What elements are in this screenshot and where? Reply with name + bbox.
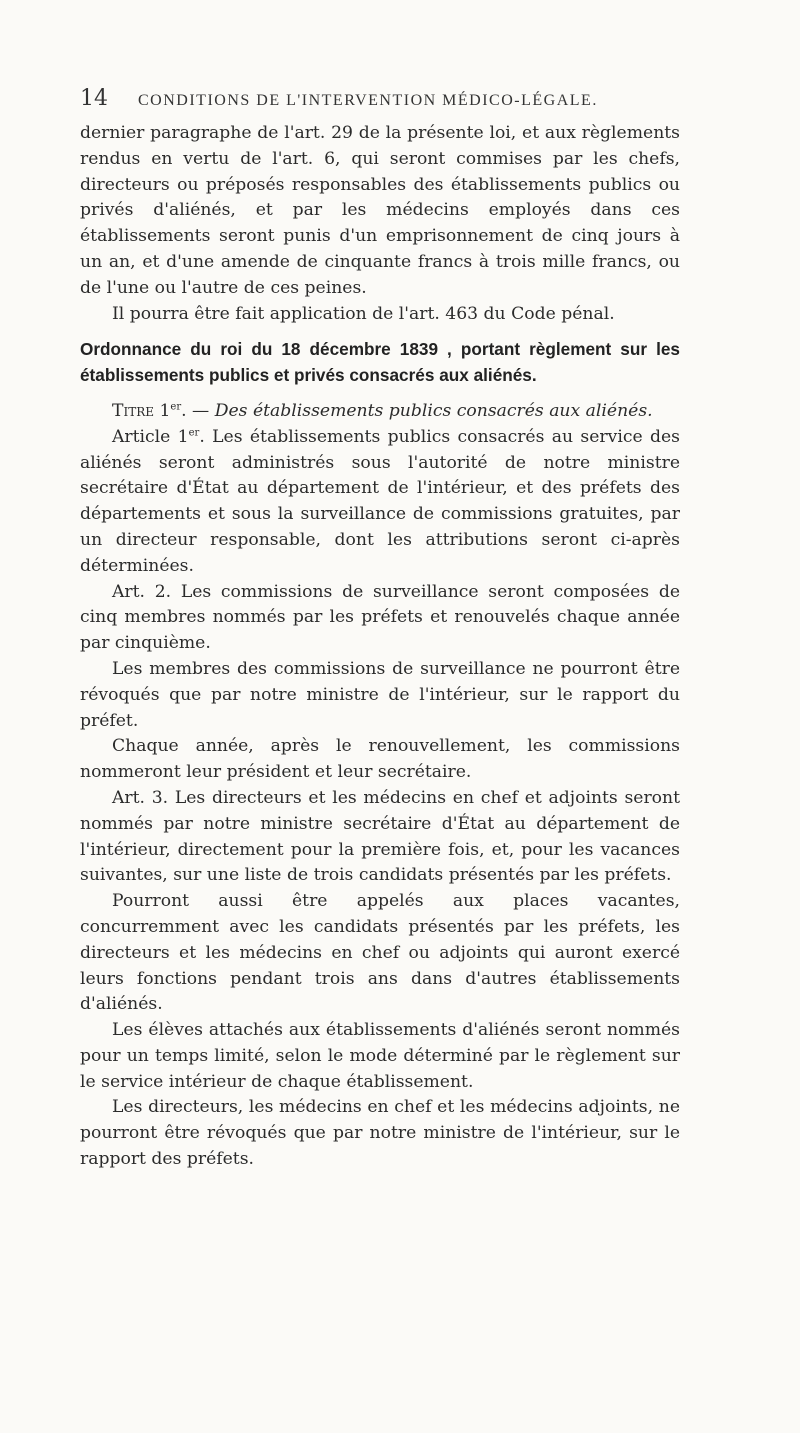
title-label: Titre [112,400,155,421]
article-2-annual: Chaque année, après le renouvellement, les commissions nommeront leur président et leur secrétaire. [80,736,680,783]
article-1-text: . Les établissements publics consacrés au service des aliénés seront administrés sous l'autorité de notre ministre secrétaire d'État au département de l'intérieur, et des préfets des départements et sous la surveillance de commissions gratuites, par un directeur responsable, dont les attributions seront ci-après déterminées. [80,426,680,576]
title-superscript: er [170,401,182,413]
article-1 [80,425,680,580]
title-text: Des établissements publics consacrés aux aliénés. [214,400,653,421]
ordinance-heading: Ordonnance du roi du 18 décembre 1839 , portant règlement sur les établissements publics et privés consacrés aux aliénés. [80,339,680,386]
penal-note: Il pourra être fait application de l'art. 463 du Code pénal. [112,303,615,324]
article-3: Art. 3. Les directeurs et les médecins en chef et adjoints seront nommés par notre ministre secrétaire d'État au département de l'intérieur, directement pour la première fois, et, pour les vacances suivantes, sur une liste de trois candidats présentés par les préfets. [80,787,680,886]
page-number: 14 [80,86,108,111]
article-3-revocation: Les directeurs, les médecins en chef et les médecins adjoints, ne pourront être révoqués que par notre ministre de l'intérieur, sur le rapport des préfets. [80,1097,680,1170]
article-2-revocation: Les membres des commissions de surveillance ne pourront être révoqués que par notre ministre de l'intérieur, sur le rapport du préfet. [80,658,680,731]
running-header [80,86,680,111]
title-separator: . — [181,400,215,421]
article-1-superscript: er [188,427,200,439]
intro-paragraph: dernier paragraphe de l'art. 29 de la présente loi, et aux règlements rendus en vertu de l'art. 6, qui seront commises par les chefs, directeurs ou préposés responsables des établissements publics ou privés d'aliénés, et par les médecins employés dans ces établissements seront punis d'un emprisonnement de cinq jours à un an, et d'une amende de cinquante francs à trois mille francs, ou de l'une ou l'autre de ces peines. [80,123,680,298]
article-3-concurrent: Pourront aussi être appelés aux places vacantes, concurremment avec les candidats présentés par les préfets, les directeurs et les médecins en chef ou adjoints qui auront exercé leurs fonctions pendant trois ans dans d'autres établissements d'aliénés. [80,891,680,1015]
title-line [80,399,680,425]
article-1-label: Article 1 [112,426,189,447]
title-number: 1 [159,400,171,421]
running-title: CONDITIONS DE L'INTERVENTION MÉDICO-LÉGALE. [138,92,598,109]
page [80,86,680,1173]
article-3-students: Les élèves attachés aux établissements d'aliénés seront nommés pour un temps limité, selon le mode déterminé par le règlement sur le service intérieur de chaque établissement. [80,1020,680,1092]
article-2: Art. 2. Les commissions de surveillance seront composées de cinq membres nommés par les préfets et renouvelés chaque année par cinquième. [80,581,680,654]
